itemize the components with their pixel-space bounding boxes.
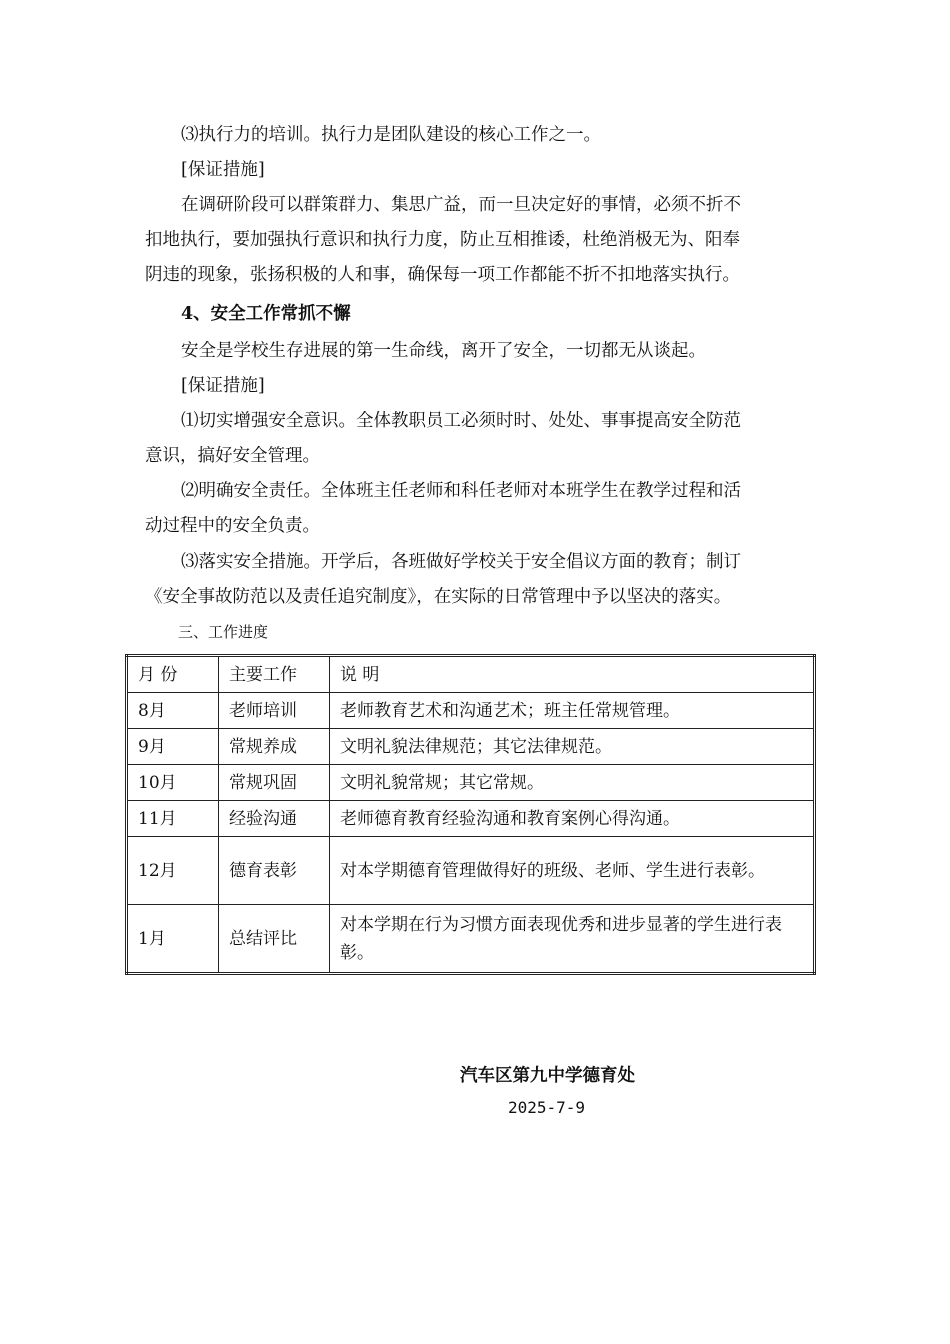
paragraph-line: ⑵明确安全责任。全体班主任老师和科任老师对本班学生在教学过程和活 [181,481,741,501]
paragraph-line: 阴违的现象，张扬积极的人和事，确保每一项工作都能不折不扣地落实执行。 [145,265,740,285]
cell-work: 总结评比 [219,905,330,974]
cell-work: 经验沟通 [219,801,330,837]
cell-description: 老师德育教育经验沟通和教育案例心得沟通。 [330,801,815,837]
signature-organization: 汽车区第九中学德育处 [460,1066,635,1086]
cell-work: 老师培训 [219,693,330,729]
cell-month: 10月 [127,765,219,801]
paragraph-line: 意识，搞好安全管理。 [145,446,320,466]
cell-description: 老师教育艺术和沟通艺术；班主任常规管理。 [330,693,815,729]
table-header-row [127,656,815,693]
cell-month: 1月 [127,905,219,974]
table-row [127,765,815,801]
section-heading-progress: 三、工作进度 [178,623,269,641]
table-row [127,801,815,837]
cell-month: 9月 [127,729,219,765]
heading-guarantee-measures: [保证措施] [181,160,265,180]
table-row [127,729,815,765]
cell-description: 对本学期德育管理做得好的班级、老师、学生进行表彰。 [330,837,815,905]
cell-work: 德育表彰 [219,837,330,905]
paragraph-line: ⑶落实安全措施。开学后，各班做好学校关于安全倡议方面的教育；制订 [181,552,741,572]
paragraph-line: 在调研阶段可以群策群力、集思广益，而一旦决定好的事情，必须不折不 [181,195,741,215]
cell-work: 常规养成 [219,729,330,765]
work-progress-table [125,654,816,975]
paragraph-line: ⑴切实增强安全意识。全体教职员工必须时时、处处、事事提高安全防范 [181,411,741,431]
signature-date: 2025-7-9 [508,1098,586,1117]
cell-description: 文明礼貌常规；其它常规。 [330,765,815,801]
cell-month: 12月 [127,837,219,905]
header-description: 说 明 [330,656,815,693]
cell-month: 8月 [127,693,219,729]
paragraph-line: 动过程中的安全负责。 [145,516,320,536]
cell-work: 常规巩固 [219,765,330,801]
header-month: 月 份 [127,656,219,693]
paragraph-execution-training: ⑶执行力的培训。执行力是团队建设的核心工作之一。 [181,125,601,145]
heading-guarantee-measures: [保证措施] [181,376,265,396]
table-row [127,693,815,729]
header-main-work: 主要工作 [219,656,330,693]
paragraph-safety-lifeline: 安全是学校生存进展的第一生命线，离开了安全，一切都无从谈起。 [181,341,706,361]
cell-month: 11月 [127,801,219,837]
table-row [127,837,815,905]
heading-safety-work: 4、安全工作常抓不懈 [181,304,351,324]
cell-description: 文明礼貌法律规范；其它法律规范。 [330,729,815,765]
cell-description: 对本学期在行为习惯方面表现优秀和进步显著的学生进行表彰。 [330,905,815,974]
table-row [127,905,815,974]
paragraph-line: 扣地执行，要加强执行意识和执行力度，防止互相推诿，杜绝消极无为、阳奉 [145,230,740,250]
paragraph-line: 《安全事故防范以及责任追究制度》，在实际的日常管理中予以坚决的落实。 [145,587,732,607]
